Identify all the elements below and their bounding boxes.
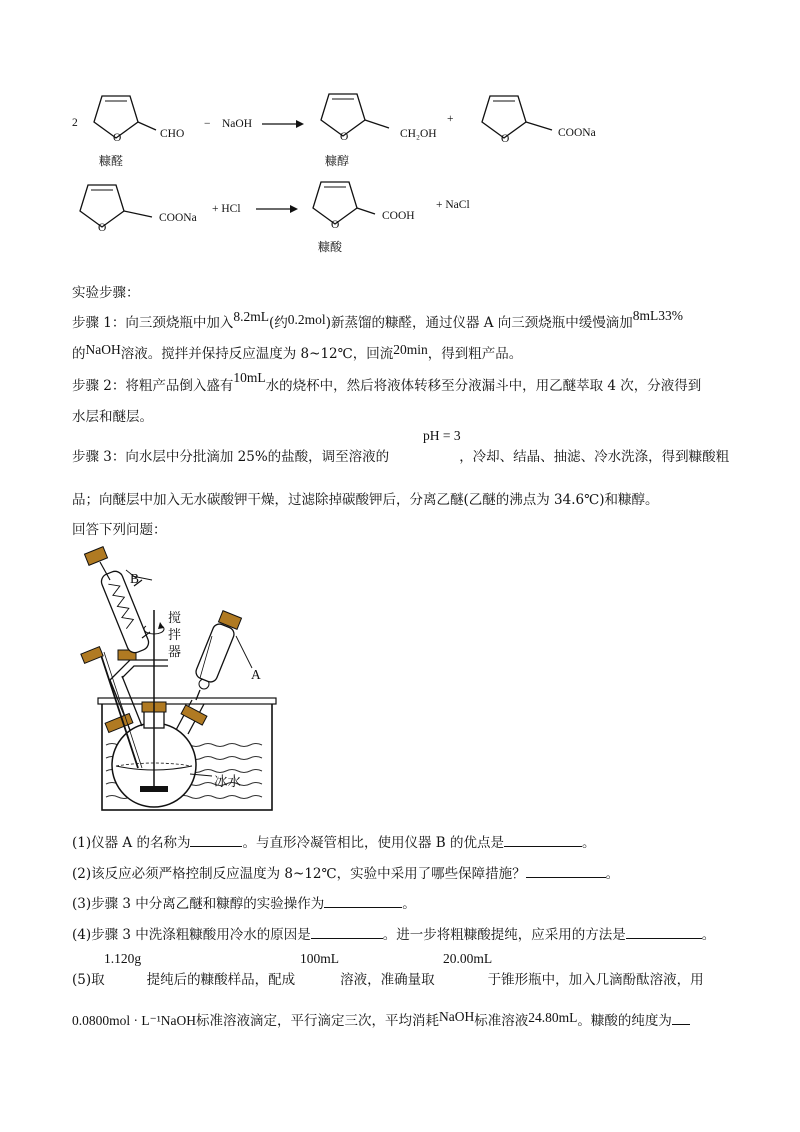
step2-line1 (72, 370, 702, 394)
step1-text-c: )新蒸馏的糠醛，通过仪器 A 向三颈烧瓶中缓慢滴加 (325, 315, 633, 331)
question-4 (72, 923, 715, 943)
step1-text-b: (约 (269, 315, 288, 331)
q4-blank-2[interactable] (626, 938, 702, 939)
minus-sign: − (204, 118, 211, 130)
step3-ph: pH = 3 (423, 428, 461, 443)
q4-text-a: (4)步骤 3 中洗涤粗糠酸用冷水的原因是 (72, 927, 311, 943)
question-2 (72, 862, 619, 882)
furan-ring-acid (305, 178, 385, 234)
q1-text-c: 。 (581, 835, 596, 851)
q4-text-b: 。进一步将粗糠酸提纯，应采用的方法是 (382, 927, 626, 943)
q5-text-a: (5)取 (72, 972, 105, 988)
plus-sign: + (447, 113, 454, 125)
acid-name: 糠酸 (318, 240, 343, 254)
nacl-product: + NaCl (436, 199, 470, 211)
q5-blank[interactable] (672, 1024, 690, 1025)
q5-text-c: 溶液，准确量取 (340, 972, 435, 988)
ch2oh-group: CH₂OH (400, 128, 437, 140)
q5-text-d: 于锥形瓶中，加入几滴酚酞溶液，用 (487, 972, 704, 988)
reaction-arrow-1 (262, 118, 304, 130)
step1-text-f: ，得到粗产品。 (427, 346, 523, 362)
ring-oxygen: O (98, 222, 107, 234)
question-3 (72, 892, 416, 912)
furfural-name: 糠醛 (99, 154, 124, 168)
apparatus-diagram (70, 540, 300, 820)
coona-group-2: COONa (159, 212, 197, 224)
q4-blank-1[interactable] (311, 938, 383, 939)
step1-text-e: 溶液。搅拌并保持反应温度为 8~12℃，回流 (120, 346, 394, 362)
step1-moles: 0.2mol (287, 312, 326, 327)
q2-blank[interactable] (526, 877, 606, 878)
step1-volume: 8.2mL (233, 309, 270, 324)
step1-naoh: NaOH (85, 342, 121, 357)
question-5-line1 (72, 968, 704, 988)
step2-volume: 10mL (233, 370, 266, 385)
stirrer-char-1: 搅 (168, 611, 182, 626)
step1-text-d: 的 (72, 346, 86, 362)
q5-text-g: 。糠酸的纯度为 (577, 1013, 672, 1029)
q5-volume: 100mL (300, 951, 339, 966)
q5-titrant-volume: 24.80mL (528, 1010, 578, 1025)
step3-text-b: ，冷却、结晶、抽滤、冷水洗涤，得到糠酸粗 (459, 449, 730, 465)
coefficient: 2 (72, 117, 78, 129)
cho-group: CHO (160, 128, 185, 140)
q4-text-c: 。 (701, 927, 716, 943)
furan-ring-alcohol (313, 90, 393, 146)
ring-oxygen: O (113, 132, 122, 144)
step3-line2: 品；向醚层中加入无水碳酸钾干燥，过滤除掉碳酸钾后，分离乙醚(乙醚的沸点为 34.6℃)和糠醇。 (72, 492, 659, 508)
answer-title: 回答下列问题： (72, 522, 167, 538)
steps-title: 实验步骤： (72, 285, 140, 301)
step3-line1 (72, 445, 729, 465)
naoh-reagent: NaOH (222, 118, 253, 130)
stirrer-char-3: 器 (168, 645, 182, 660)
reaction-arrow-2 (256, 203, 298, 215)
q1-text-a: (1)仪器 A 的名称为 (72, 835, 191, 851)
coona-group: COONa (558, 127, 596, 139)
step1-time: 20min (393, 342, 428, 357)
q1-text-b: 。与直形冷凝管相比，使用仪器 B 的优点是 (242, 835, 504, 851)
alcohol-name: 糠醇 (325, 154, 350, 168)
q5-mass: 1.120g (104, 951, 142, 966)
q5-naoh: NaOH (439, 1009, 475, 1024)
hcl-reagent: + HCl (212, 203, 241, 215)
q5-text-b: 提纯后的糠酸样品，配成 (146, 972, 296, 988)
step1-naoh-solution: 8mL33% (632, 308, 684, 323)
step1-text-a: 步骤 1：向三颈烧瓶中加入 (72, 315, 234, 331)
q3-text-b: 。 (402, 896, 416, 912)
ring-oxygen: O (331, 219, 340, 231)
q5-text-f: 标准溶液 (474, 1013, 529, 1029)
q1-blank-2[interactable] (504, 846, 582, 847)
q2-text-a: (2)该反应必须严格控制反应温度为 8~12℃，实验中采用了哪些保障措施？ (72, 866, 526, 882)
step2-text-b: 水的烧杯中，然后将液体转移至分液漏斗中，用乙醚萃取 4 次，分液得到 (265, 378, 702, 394)
step1-line1 (72, 308, 684, 331)
question-5-line2 (72, 1009, 690, 1029)
question-1 (72, 831, 595, 851)
label-b: B (130, 571, 140, 586)
ring-oxygen: O (501, 133, 510, 145)
label-a: A (251, 667, 261, 682)
step2-line2: 水层和醚层。 (72, 409, 153, 425)
cooh-group: COOH (382, 210, 415, 222)
ring-oxygen: O (340, 131, 349, 143)
q3-blank[interactable] (324, 907, 402, 908)
q5-aliquot: 20.00mL (443, 951, 493, 966)
ice-water-label: 冰水 (214, 774, 241, 790)
q1-blank-1[interactable] (190, 846, 242, 847)
step2-text-a: 步骤 2：将粗产品倒入盛有 (72, 378, 234, 394)
step3-text-a: 步骤 3：向水层中分批滴加 25%的盐酸，调至溶液的 (72, 449, 390, 465)
q3-text-a: (3)步骤 3 中分离乙醚和糠醇的实验操作为 (72, 896, 325, 912)
step1-line2 (72, 342, 522, 362)
furan-ring-salt-2 (72, 181, 152, 237)
q5-text-e: 标准溶液滴定，平行滴定三次，平均消耗 (196, 1013, 440, 1029)
q2-text-b: 。 (605, 866, 620, 882)
stirrer-label (168, 610, 182, 661)
furan-ring-salt (474, 92, 554, 148)
stirrer-char-2: 拌 (168, 628, 182, 643)
q5-concentration: 0.0800mol · L⁻¹NaOH (72, 1013, 197, 1028)
